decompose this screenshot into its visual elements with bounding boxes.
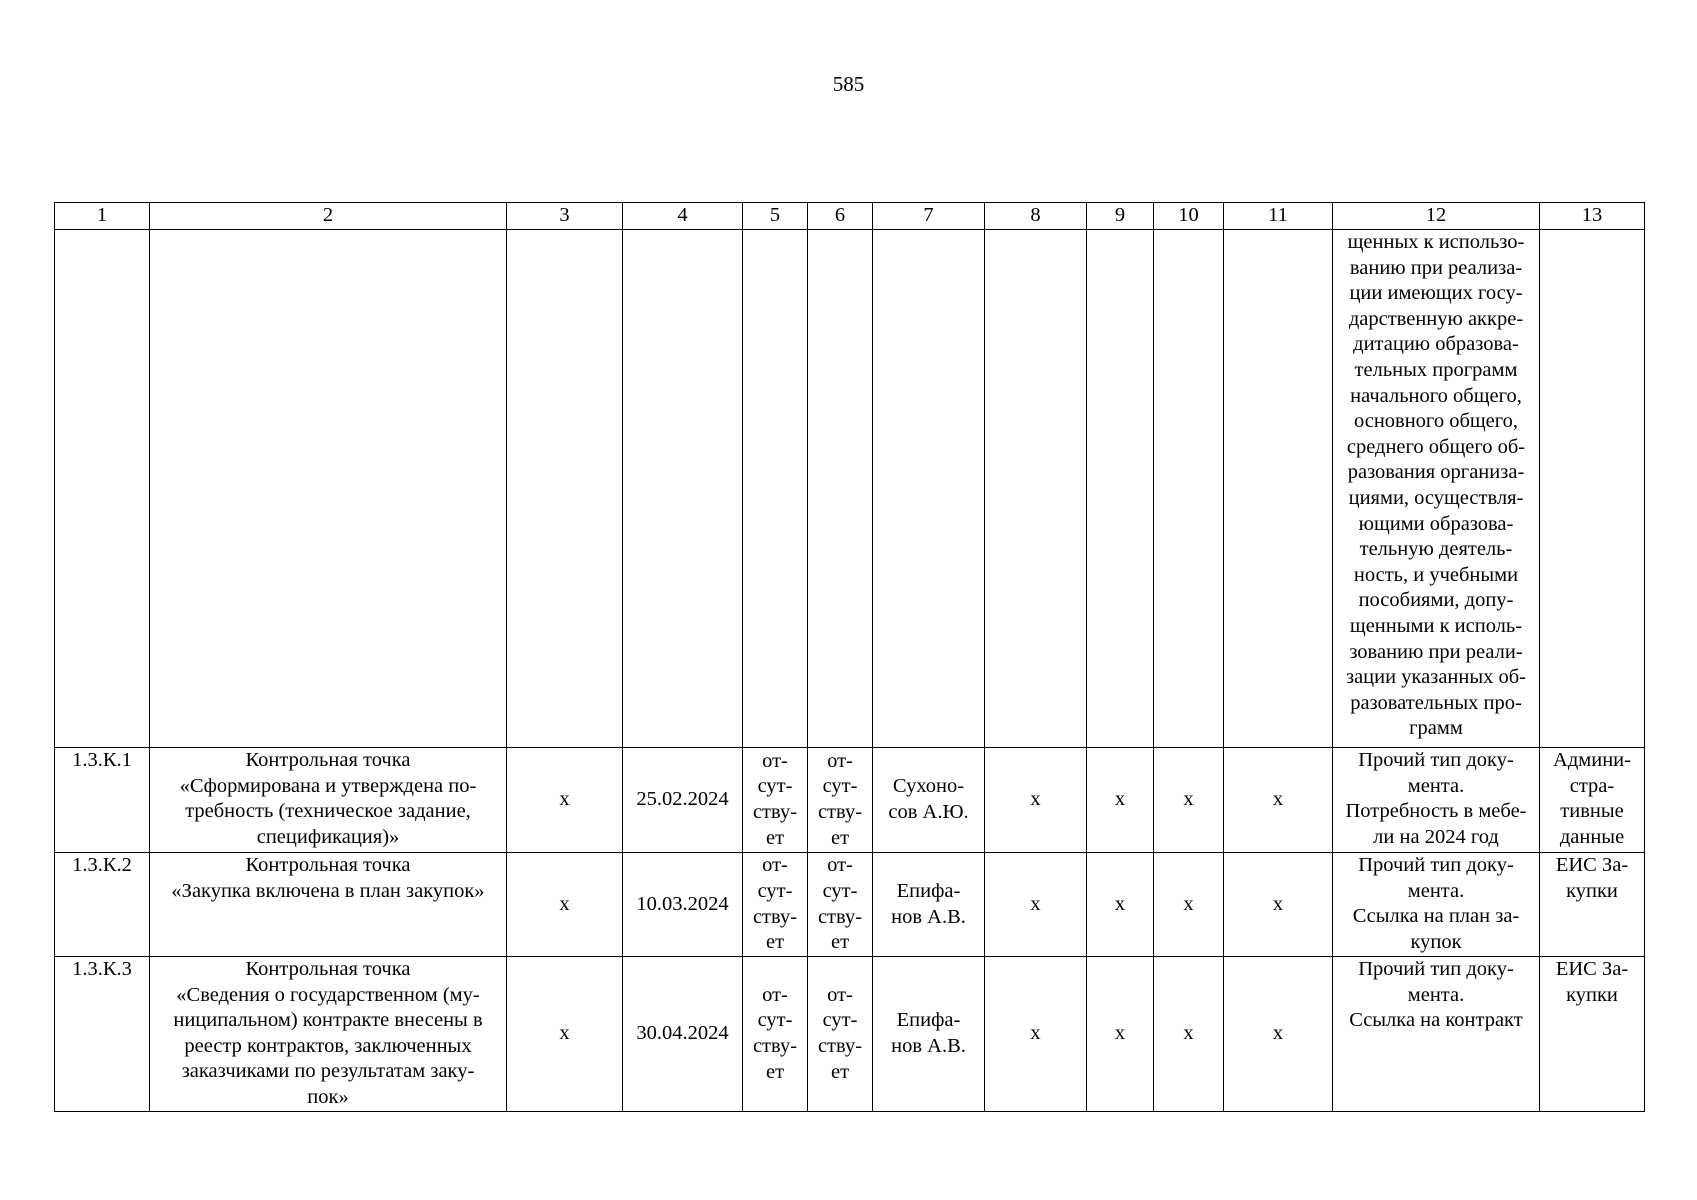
source-line: данные: [1559, 825, 1625, 848]
document-line: Прочий тип доку-: [1358, 854, 1514, 876]
col9-cell: х: [1087, 748, 1154, 853]
col6-line: ет: [830, 931, 850, 954]
date-cell: 30.04.2024: [623, 957, 743, 1112]
col5-cell: [743, 957, 808, 1112]
header-cell-13: 13: [1540, 203, 1645, 230]
continuation-line: тельных программ: [1354, 358, 1518, 381]
document-line: Потребность в мебе-: [1345, 800, 1527, 823]
title-line: заказчиками по результатам заку-: [181, 1060, 475, 1083]
responsible-cell: [873, 957, 985, 1112]
col9-cell: х: [1087, 957, 1154, 1112]
col5-line: ет: [765, 826, 785, 849]
continuation-row: [55, 230, 1645, 748]
title-line: Контрольная точка: [245, 749, 411, 771]
col6-cell: [808, 853, 873, 957]
empty-cell: [1087, 230, 1154, 748]
continuation-line: разования организа-: [1347, 461, 1525, 484]
continuation-line: грамм: [1409, 717, 1463, 740]
col8-cell: х: [985, 853, 1087, 957]
continuation-line: основного общего,: [1353, 410, 1519, 433]
col6-line: сут-: [822, 1009, 858, 1032]
source-line: ЕИС За-: [1555, 958, 1629, 980]
col9-cell: х: [1087, 853, 1154, 957]
col5-line: сут-: [757, 879, 793, 902]
header-cell-5: 5: [743, 203, 808, 230]
header-cell-11: 11: [1224, 203, 1333, 230]
continuation-line: разовательных про-: [1350, 691, 1522, 714]
title-line: «Закупка включена в план закупок»: [171, 879, 485, 902]
continuation-line: дитацию образова-: [1353, 333, 1519, 356]
table-row: [55, 957, 1645, 1112]
document-cell: [1333, 957, 1540, 1112]
header-cell-12: 12: [1333, 203, 1540, 230]
col6-line: от-: [827, 854, 853, 877]
title-line: «Сформирована и утверждена по-: [179, 774, 477, 797]
header-cell-10: 10: [1154, 203, 1224, 230]
source-line: тивные: [1560, 800, 1624, 823]
continuation-line: зации указанных об-: [1345, 666, 1527, 689]
title-line: пок»: [307, 1085, 349, 1108]
continuation-line: среднего общего об-: [1346, 435, 1526, 458]
row-id: 1.3.К.2: [55, 853, 150, 957]
document-line: Прочий тип доку-: [1358, 958, 1514, 980]
col5-cell: [743, 853, 808, 957]
col6-line: сут-: [822, 775, 858, 798]
empty-cell: [1224, 230, 1333, 748]
control-points-table: [54, 202, 1645, 1112]
table-row: [55, 853, 1645, 957]
continuation-line: щенных к использо-: [1347, 231, 1525, 253]
col6-line: ству-: [817, 905, 863, 928]
source-line: купки: [1566, 879, 1618, 902]
continuation-line: ющими образова-: [1358, 512, 1514, 535]
col5-line: от-: [762, 854, 788, 877]
continuation-document-cell: [1333, 230, 1540, 748]
title-line: ниципальном) контракте внесены в: [173, 1009, 483, 1032]
continuation-line: начального общего,: [1350, 384, 1522, 407]
control-point-title: [150, 957, 507, 1112]
title-line: Контрольная точка: [245, 958, 411, 980]
col6-cell: [808, 748, 873, 853]
document-line: мента.: [1407, 879, 1465, 902]
document-line: Прочий тип доку-: [1358, 749, 1514, 771]
header-cell-9: 9: [1087, 203, 1154, 230]
col10-cell: х: [1154, 748, 1224, 853]
continuation-line: пособиями, допу-: [1358, 589, 1514, 612]
col5-line: от-: [762, 983, 788, 1006]
col3-cell: х: [507, 853, 623, 957]
col5-line: сут-: [757, 1009, 793, 1032]
empty-cell: [55, 230, 150, 748]
control-point-title: [150, 853, 507, 957]
col6-line: от-: [827, 749, 853, 772]
title-line: спецификация)»: [256, 825, 400, 848]
document-line: купок: [1410, 930, 1462, 953]
empty-cell: [1540, 230, 1645, 748]
header-cell-8: 8: [985, 203, 1087, 230]
col3-cell: х: [507, 748, 623, 853]
col5-line: ству-: [752, 905, 798, 928]
document-line: ли на 2024 год: [1373, 825, 1499, 848]
empty-cell: [507, 230, 623, 748]
col5-line: ству-: [752, 801, 798, 823]
col6-line: сут-: [822, 879, 858, 902]
empty-cell: [873, 230, 985, 748]
source-line: ЕИС За-: [1555, 854, 1629, 876]
source-line: Админи-: [1553, 749, 1631, 771]
col3-cell: х: [507, 957, 623, 1112]
col5-line: ству-: [752, 1035, 798, 1057]
col10-cell: х: [1154, 957, 1224, 1112]
col6-line: ству-: [817, 801, 863, 823]
responsible-line: Епифа-: [896, 879, 961, 902]
col5-line: от-: [762, 749, 788, 772]
document-line: мента.: [1407, 983, 1465, 1006]
title-line: требность (техническое задание,: [185, 800, 471, 823]
col11-cell: х: [1224, 853, 1333, 957]
document-cell: [1333, 853, 1540, 957]
col6-line: ет: [830, 1060, 850, 1083]
header-row: [55, 203, 1645, 230]
document-cell: [1333, 748, 1540, 853]
col6-line: ству-: [817, 1035, 863, 1057]
responsible-line: Епифа-: [896, 1009, 961, 1032]
control-point-title: [150, 748, 507, 853]
continuation-line: зованию при реали-: [1349, 640, 1523, 663]
col5-line: ет: [765, 1060, 785, 1083]
responsible-line: Сухоно-: [892, 775, 965, 798]
row-id: 1.3.К.1: [55, 748, 150, 853]
col5-line: сут-: [757, 775, 793, 798]
header-cell-3: 3: [507, 203, 623, 230]
continuation-line: щенными к исполь-: [1349, 614, 1523, 637]
header-cell-7: 7: [873, 203, 985, 230]
responsible-line: нов А.В.: [891, 1035, 966, 1057]
responsible-line: сов А.Ю.: [888, 801, 969, 823]
title-line: реестр контрактов, заключенных: [184, 1034, 472, 1057]
responsible-cell: [873, 748, 985, 853]
empty-cell: [743, 230, 808, 748]
title-line: «Сведения о государственном (му-: [176, 983, 480, 1006]
col6-cell: [808, 957, 873, 1112]
col5-line: ет: [765, 931, 785, 954]
page-number: 585: [832, 72, 865, 96]
continuation-line: ность, и учебными: [1353, 563, 1519, 586]
col10-cell: х: [1154, 853, 1224, 957]
continuation-line: дарственную аккре-: [1348, 307, 1524, 330]
col11-cell: х: [1224, 748, 1333, 853]
empty-cell: [985, 230, 1087, 748]
date-cell: 25.02.2024: [623, 748, 743, 853]
col6-line: от-: [827, 983, 853, 1006]
empty-cell: [808, 230, 873, 748]
empty-cell: [1154, 230, 1224, 748]
header-cell-2: 2: [150, 203, 507, 230]
source-cell: [1540, 748, 1645, 853]
continuation-line: циями, осуществля-: [1348, 486, 1524, 509]
responsible-line: нов А.В.: [891, 905, 966, 928]
document-line: мента.: [1407, 774, 1465, 797]
col8-cell: х: [985, 748, 1087, 853]
date-cell: 10.03.2024: [623, 853, 743, 957]
responsible-cell: [873, 853, 985, 957]
col5-cell: [743, 748, 808, 853]
header-cell-4: 4: [623, 203, 743, 230]
continuation-line: ванию при реализа-: [1349, 256, 1523, 279]
row-id: 1.3.К.3: [55, 957, 150, 1112]
col6-line: ет: [830, 826, 850, 849]
continuation-line: ции имеющих госу-: [1349, 282, 1523, 305]
col8-cell: х: [985, 957, 1087, 1112]
document-line: Ссылка на контракт: [1349, 1009, 1523, 1032]
source-cell: [1540, 853, 1645, 957]
source-cell: [1540, 957, 1645, 1112]
empty-cell: [150, 230, 507, 748]
col11-cell: х: [1224, 957, 1333, 1112]
source-line: стра-: [1569, 774, 1615, 797]
document-line: Ссылка на план за-: [1352, 905, 1520, 928]
source-line: купки: [1566, 983, 1618, 1006]
table-row: [55, 748, 1645, 853]
continuation-line: тельную деятель-: [1359, 538, 1513, 561]
empty-cell: [623, 230, 743, 748]
header-cell-1: 1: [55, 203, 150, 230]
title-line: Контрольная точка: [245, 854, 411, 876]
header-cell-6: 6: [808, 203, 873, 230]
